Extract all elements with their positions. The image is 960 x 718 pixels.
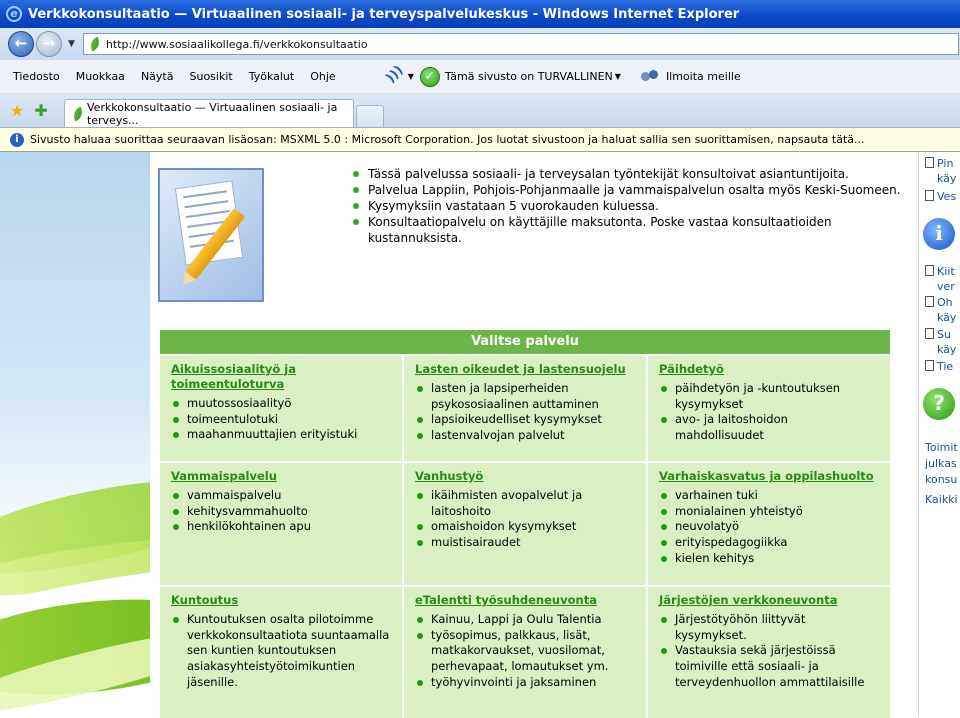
new-tab-button[interactable] [356, 105, 384, 127]
address-input[interactable] [83, 33, 959, 55]
list-item: toimeentulotuki [171, 412, 392, 428]
tab-label: Verkkokonsultaatio — Virtuaalinen sosiaali- ja terveys... [86, 100, 338, 127]
help-question-icon: ? [923, 388, 955, 420]
sidebar-link-text[interactable]: käy [937, 311, 957, 324]
service-link-organisation-advice[interactable]: Järjestöjen verkkoneuvonta [659, 593, 838, 607]
wireless-signal-icon[interactable] [382, 69, 404, 85]
list-item: neuvolatyö [659, 519, 880, 535]
sidebar-text: Toimit [925, 441, 958, 454]
add-favorite-icon[interactable]: ✚ [34, 101, 48, 120]
sidebar-text: konsu [925, 473, 958, 486]
document-pencil-illustration [158, 168, 264, 302]
page-icon [925, 265, 934, 276]
checkmark-icon: ✓ [420, 67, 440, 87]
info-icon: i [923, 218, 955, 250]
service-link-adult-social-work[interactable]: Aikuissosiaalityö ja toimeentuloturva [171, 362, 297, 391]
window-title: Verkkokonsultaatio — Virtuaalinen sosiaali- ja terveyspalvelukeskus - Windows Internet Explorer [28, 6, 740, 22]
list-item: lapsioikeudelliset kysymykset [415, 412, 636, 428]
list-item: varhainen tuki [659, 488, 880, 504]
service-cell-adult-social-work [160, 356, 402, 461]
list-item: vammaispalvelu [171, 488, 392, 504]
list-item: Kuntoutuksen osalta pilotoimme verkkokonsultaatiota suuntaamalla sen kuntien kuntoutuksen asiakasyhteistyötoimikuntien jäsenille. [171, 612, 392, 691]
list-item: Vastauksia sekä järjestöissä toimiville että sosiaali- ja terveydenhuollon ammattilaisille [659, 643, 880, 690]
page-icon [925, 296, 934, 307]
sidebar-link[interactable]: Pin [925, 156, 953, 171]
service-link-early-education[interactable]: Varhaiskasvatus ja oppilashuolto [659, 469, 874, 483]
list-item: maahanmuuttajien erityistuki [171, 427, 392, 443]
tab-favicon-icon [71, 107, 83, 121]
information-bar-text: Sivusto haluaa suorittaa seuraavan lisäosan: MSXML 5.0 : Microsoft Corporation. Jos luotat sivustoon ja haluat sallia sen suorittamisen, napsauta tätä... [30, 133, 865, 146]
list-item: omaishoidon kysymykset [415, 519, 636, 535]
list-item: lastenvalvojan palvelut [415, 428, 636, 444]
site-favicon-icon [88, 37, 102, 51]
tab-bar [0, 94, 960, 128]
list-item: monialainen yhteistyö [659, 504, 880, 520]
menu-bar [0, 60, 960, 94]
intro-item: Palvelua Lappiin, Pohjois-Pohjanmaalle ja vammaispalvelun osalta myös Keski-Suomeen. [350, 182, 910, 198]
favorites-star-icon[interactable]: ★ [10, 101, 25, 120]
window-titlebar [0, 0, 960, 28]
sidebar-link-text[interactable]: käy [937, 172, 957, 185]
address-url: http://www.sosiaalikollega.fi/verkkokonsultaatio [105, 37, 368, 51]
safe-site-dropdown-icon[interactable]: ▼ [614, 72, 621, 81]
sidebar-link[interactable]: Su [925, 327, 951, 342]
service-cell-employment-advice [404, 587, 646, 718]
intro-item: Kysymyksiin vastataan 5 vuorokauden kuluessa. [350, 198, 910, 214]
list-item: Järjestötyöhön liittyvät kysymykset. [659, 612, 880, 643]
service-link-employment-advice[interactable]: eTalentti työsuhdeneuvonta [415, 593, 597, 607]
list-item: päihdetyön ja -kuntoutuksen kysymykset [659, 381, 880, 412]
right-sidebar [918, 152, 960, 716]
address-bar-row [0, 28, 960, 60]
list-item: työhyvinvointi ja jaksaminen [415, 675, 636, 691]
service-cell-elderly-care [404, 463, 646, 585]
intro-list [350, 166, 910, 246]
tab-active[interactable] [64, 99, 354, 127]
sidebar-link-text[interactable]: käy [937, 343, 957, 356]
information-bar[interactable] [0, 128, 960, 152]
service-link-elderly-care[interactable]: Vanhustyö [415, 469, 484, 483]
sidebar-link-text[interactable]: ver [937, 280, 955, 293]
page-icon [925, 190, 934, 201]
list-item: ikäihmisten avopalvelut ja laitoshoito [415, 488, 636, 519]
internet-explorer-icon: e [6, 6, 22, 22]
list-item: henkilökohtainen apu [171, 519, 392, 535]
list-item: kielen kehitys [659, 551, 880, 567]
menu-item-edit[interactable]: Muokkaa [75, 70, 125, 83]
sidebar-text: julkas [925, 457, 957, 470]
page-content [0, 152, 960, 716]
service-grid-header: Valitse palvelu [160, 330, 890, 354]
service-link-substance-abuse[interactable]: Päihdetyö [659, 362, 724, 376]
menu-item-tools[interactable]: Työkalut [248, 70, 295, 83]
list-item: kehitysvammahuolto [171, 504, 392, 520]
history-dropdown-icon[interactable]: ▼ [68, 39, 75, 49]
sidebar-text: Kaikki [925, 493, 958, 506]
list-item: erityispedagogiikka [659, 535, 880, 551]
service-link-rehabilitation[interactable]: Kuntoutus [171, 593, 239, 607]
sidebar-link[interactable]: Kiit [925, 264, 955, 279]
service-cell-organisation-advice [648, 587, 890, 718]
list-item: muutossosiaalityö [171, 396, 392, 412]
intro-item: Tässä palvelussa sosiaali- ja terveysalan työntekijät konsultoivat asiantuntijoita. [350, 166, 910, 182]
menu-item-favorites[interactable]: Suosikit [189, 70, 233, 83]
list-item: lasten ja lapsiperheiden psykososiaalinen auttaminen [415, 381, 636, 412]
service-link-disability-services[interactable]: Vammaispalvelu [171, 469, 277, 483]
list-item: työsopimus, palkkaus, lisät, matkakorvaukset, vuosilomat, perhevapaat, lomautukset ym. [415, 628, 636, 675]
safe-site-button[interactable]: Tämä sivusto on TURVALLINEN [444, 70, 613, 83]
sidebar-link[interactable]: Ves [925, 189, 956, 204]
service-cell-disability-services [160, 463, 402, 585]
page-icon [925, 360, 934, 371]
sidebar-link[interactable]: Tie [925, 359, 953, 374]
list-item: Kainuu, Lappi ja Oulu Talentia [415, 612, 636, 628]
report-button[interactable]: Ilmoita meille [665, 70, 741, 83]
menu-item-help[interactable]: Ohje [310, 70, 336, 83]
sidebar-link[interactable]: Oh [925, 295, 953, 310]
service-cell-substance-abuse [648, 356, 890, 461]
page-icon [925, 328, 934, 339]
service-cell-early-education [648, 463, 890, 585]
service-selection-grid [160, 330, 890, 716]
info-icon: i [10, 133, 24, 147]
back-button[interactable]: ← [8, 31, 34, 57]
intro-item: Konsultaatiopalvelu on käyttäjille maksutonta. Poske vastaa konsultaatioiden kustannuksista. [350, 214, 910, 246]
list-item: muistisairaudet [415, 535, 636, 551]
service-cell-rehabilitation [160, 587, 402, 718]
forward-button[interactable]: → [36, 31, 62, 57]
page-icon [925, 157, 934, 168]
decorative-left-banner [0, 152, 150, 716]
service-cell-child-protection [404, 356, 646, 461]
chevron-down-icon[interactable]: ▼ [407, 72, 414, 81]
menu-item-view[interactable]: Näytä [140, 70, 174, 83]
users-icon [639, 68, 661, 86]
menu-item-file[interactable]: Tiedosto [13, 70, 60, 83]
service-link-child-protection[interactable]: Lasten oikeudet ja lastensuojelu [415, 362, 626, 376]
list-item: avo- ja laitoshoidon mahdollisuudet [659, 412, 880, 443]
